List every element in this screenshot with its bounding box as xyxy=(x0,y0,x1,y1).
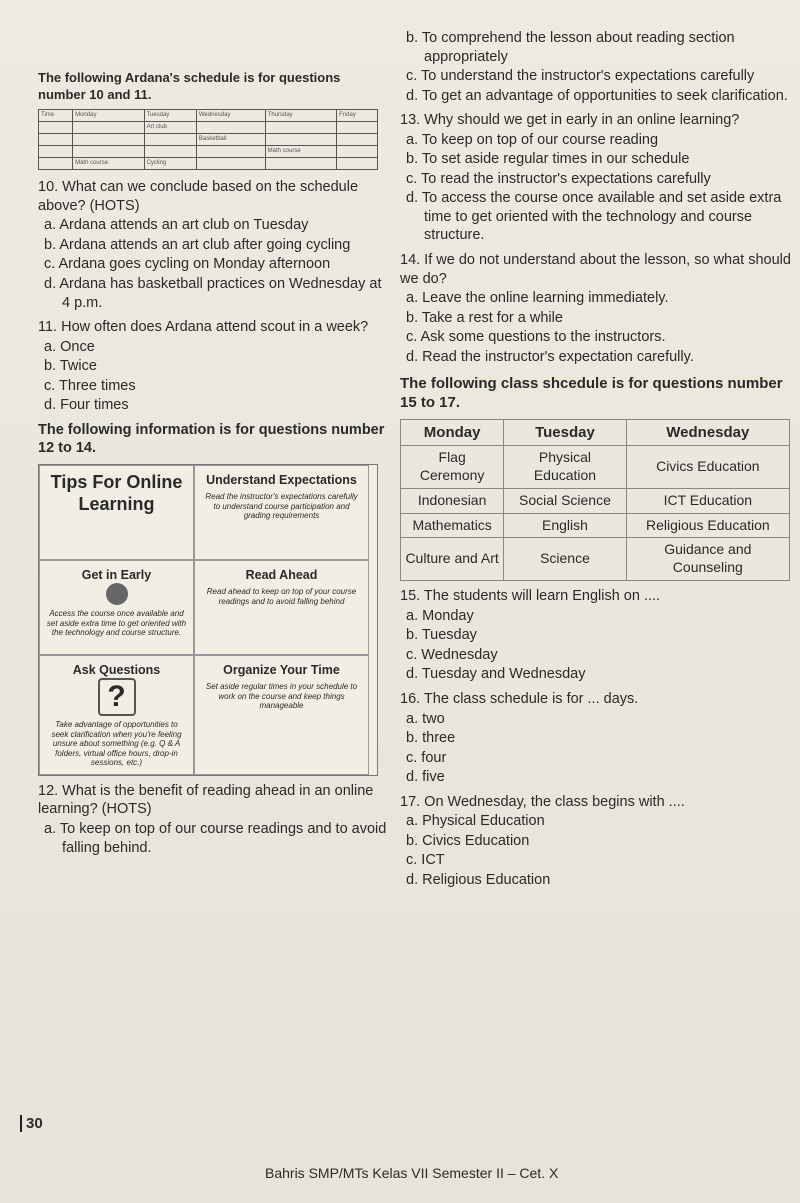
question-16: 16. The class schedule is for ... days. xyxy=(400,691,639,708)
question-15: 15. The students will learn English on .... xyxy=(400,588,661,605)
table-cell: Monday xyxy=(73,110,145,122)
answer-option: d. Ardana has basketball practices on Wednesday at 4 p.m. xyxy=(44,275,382,311)
answer-option: b. Civics Education xyxy=(406,832,530,849)
table-cell xyxy=(39,158,73,170)
table-cell: Basketball xyxy=(196,134,265,146)
answer-option: c. To understand the instructor's expectations carefully xyxy=(406,68,755,85)
left-column xyxy=(38,70,388,857)
answer-option: a. two xyxy=(406,710,445,727)
answer-option: b. To set aside regular times in our schedule xyxy=(406,151,690,168)
answer-option: c. Ask some questions to the instructors. xyxy=(406,329,666,346)
question-10-options xyxy=(38,216,388,312)
answer-option: b. Take a rest for a while xyxy=(406,309,563,326)
table-row xyxy=(401,538,790,581)
table-row xyxy=(401,445,790,488)
answer-option: b. Twice xyxy=(44,358,97,375)
tile-get-in-early xyxy=(39,560,194,655)
table-cell: Thursday xyxy=(265,110,337,122)
table-cell xyxy=(73,134,145,146)
table-cell: Mathematics xyxy=(401,513,504,538)
answer-option: a. To keep on top of our course reading xyxy=(406,131,659,148)
table-cell: Science xyxy=(504,538,626,581)
intro-schedule: The following Ardana's schedule is for questions number 10 and 11. xyxy=(38,70,341,102)
table-cell: ICT Education xyxy=(626,488,789,513)
answer-option: b. three xyxy=(406,730,456,747)
question-14: 14. If we do not understand about the lesson, so what should we do? xyxy=(400,252,791,287)
question-16-options xyxy=(400,710,795,787)
table-row xyxy=(39,122,378,134)
table-cell: Culture and Art xyxy=(401,538,504,581)
tile-organize-head: Organize Your Time xyxy=(223,662,340,677)
table-cell: Physical Education xyxy=(504,445,626,488)
tile-ask-body: Take advantage of opportunities to seek clarification when you're feeling unsure about something (e.g. Q & A folders, virtual office hours, drop-in sessions, etc.) xyxy=(51,719,182,768)
answer-option: a. Physical Education xyxy=(406,813,545,830)
answer-option: d. To access the course once available and set aside extra time to get oriented with the technology and course structure. xyxy=(406,190,782,244)
tile-understand-body: Read the instructor's expectations carefully to understand course participation and grading requirements xyxy=(205,491,358,521)
table-cell xyxy=(39,134,73,146)
tile-title xyxy=(39,465,194,560)
answer-option: c. ICT xyxy=(406,852,445,869)
table-cell xyxy=(39,146,73,158)
question-12: 12. What is the benefit of reading ahead in an online learning? (HOTS) xyxy=(38,782,374,818)
question-10: 10. What can we conclude based on the schedule above? (HOTS) xyxy=(38,179,359,214)
question-13: 13. Why should we get in early in an online learning? xyxy=(400,112,740,129)
answer-option: d. five xyxy=(406,769,445,786)
table-row xyxy=(401,513,790,538)
table-cell xyxy=(337,134,378,146)
table-cell xyxy=(39,122,73,134)
tile-read-ahead-head: Read Ahead xyxy=(245,567,318,582)
table-cell: Math course xyxy=(73,158,145,170)
question-11: 11. How often does Ardana attend scout in a week? xyxy=(38,319,369,336)
answer-option: d. Tuesday and Wednesday xyxy=(406,666,586,683)
question-11-options xyxy=(38,338,388,415)
question-17-options xyxy=(400,812,795,889)
table-row xyxy=(401,488,790,513)
answer-option: a. Monday xyxy=(406,607,474,624)
table-header-cell: Monday xyxy=(401,419,504,445)
table-cell xyxy=(73,122,145,134)
table-cell: English xyxy=(504,513,626,538)
table-cell xyxy=(265,122,337,134)
online-learning-infographic xyxy=(38,464,378,776)
footer: Bahris SMP/MTs Kelas VII Semester II – Cet. X xyxy=(265,1165,559,1181)
right-column xyxy=(400,28,795,890)
page-number: 30 xyxy=(20,1115,43,1132)
question-mark-icon: ? xyxy=(98,678,136,716)
answer-option: a. Leave the online learning immediately. xyxy=(406,290,669,307)
question-12-options-cont xyxy=(400,29,795,105)
answer-option: c. To read the instructor's expectations carefully xyxy=(406,170,711,187)
tile-read-ahead xyxy=(194,560,369,655)
table-cell: Time xyxy=(39,110,73,122)
answer-option: c. four xyxy=(406,749,447,766)
table-row xyxy=(39,158,378,170)
table-cell xyxy=(337,158,378,170)
table-cell: Religious Education xyxy=(626,513,789,538)
table-cell xyxy=(73,146,145,158)
table-row xyxy=(39,146,378,158)
table-cell: Art club xyxy=(144,122,196,134)
table-cell xyxy=(196,122,265,134)
answer-option: c. Wednesday xyxy=(406,646,498,663)
answer-option: d. Religious Education xyxy=(406,871,551,888)
table-cell: Civics Education xyxy=(626,445,789,488)
table-cell: Flag Ceremony xyxy=(401,445,504,488)
table-header-cell: Wednesday xyxy=(626,419,789,445)
infographic-title: Tips For Online Learning xyxy=(50,471,183,514)
tile-organize xyxy=(194,655,369,775)
table-row xyxy=(39,110,378,122)
answer-option: b. To comprehend the lesson about reading section appropriately xyxy=(406,30,735,65)
table-cell xyxy=(265,134,337,146)
table-cell xyxy=(196,146,265,158)
question-14-options xyxy=(400,289,795,366)
intro-class-schedule: The following class shcedule is for questions number 15 to 17. xyxy=(400,375,783,412)
table-cell xyxy=(337,146,378,158)
answer-option: d. To get an advantage of opportunities to seek clarification. xyxy=(406,87,788,104)
tile-ask-head: Ask Questions xyxy=(72,662,161,677)
table-cell xyxy=(337,122,378,134)
answer-option: c. Ardana goes cycling on Monday afternoon xyxy=(44,256,331,273)
table-cell: Tuesday xyxy=(144,110,196,122)
question-17: 17. On Wednesday, the class begins with .... xyxy=(400,793,685,810)
table-cell: Friday xyxy=(337,110,378,122)
answer-option: a. Once xyxy=(44,338,95,355)
computer-icon xyxy=(106,583,128,605)
answer-option: b. Ardana attends an art club after going cycling xyxy=(44,236,351,253)
table-cell: Guidance and Counseling xyxy=(626,538,789,581)
table-header-cell: Tuesday xyxy=(504,419,626,445)
tile-get-in-early-body: Access the course once available and set aside extra time to get oriented with the technology and course structure. xyxy=(46,608,187,638)
tile-organize-body: Set aside regular times in your schedule to work on the course and keep things manageable xyxy=(205,681,358,711)
table-cell xyxy=(144,134,196,146)
intro-infographic: The following information is for questions number 12 to 14. xyxy=(38,421,385,457)
table-header-row xyxy=(401,419,790,445)
table-cell: Social Science xyxy=(504,488,626,513)
table-cell xyxy=(144,146,196,158)
table-cell: Cycling xyxy=(144,158,196,170)
table-row xyxy=(39,134,378,146)
answer-option: d. Read the instructor's expectation carefully. xyxy=(406,348,694,365)
question-15-options xyxy=(400,607,795,684)
tile-ask xyxy=(39,655,194,775)
table-cell xyxy=(265,158,337,170)
answer-option: a. Ardana attends an art club on Tuesday xyxy=(44,217,309,234)
answer-option: a. To keep on top of our course readings and to avoid falling behind. xyxy=(44,820,387,856)
answer-option: c. Three times xyxy=(44,377,136,394)
class-schedule-table xyxy=(400,419,790,582)
answer-option: d. Four times xyxy=(44,397,129,414)
table-cell: Math course xyxy=(265,146,337,158)
question-13-options xyxy=(400,131,795,245)
tile-get-in-early-head: Get in Early xyxy=(81,567,152,582)
tile-read-ahead-body: Read ahead to keep on top of your course readings and to avoid falling behind xyxy=(206,586,357,606)
answer-option: b. Tuesday xyxy=(406,627,477,644)
table-cell xyxy=(196,158,265,170)
table-cell: Indonesian xyxy=(401,488,504,513)
ardana-schedule-table xyxy=(38,109,378,170)
tile-understand-head: Understand Expectations xyxy=(206,472,357,487)
table-cell: Wednesday xyxy=(196,110,265,122)
tile-understand xyxy=(194,465,369,560)
question-12-options xyxy=(38,820,388,857)
